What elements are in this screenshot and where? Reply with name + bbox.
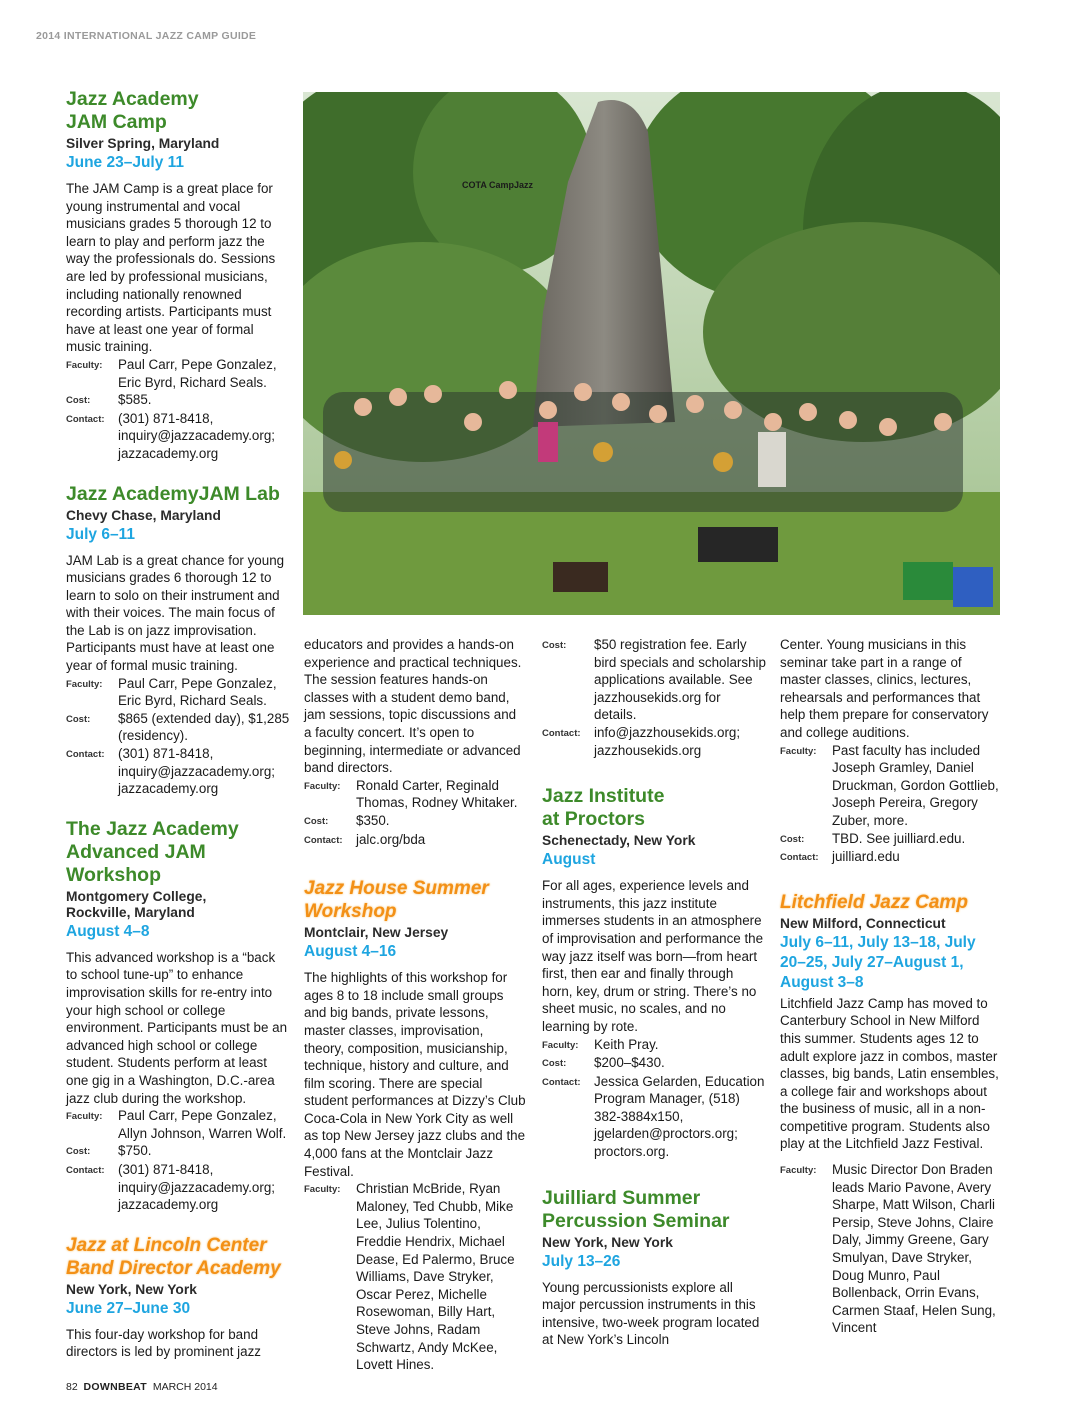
camp-entry: [66, 88, 290, 463]
faculty-value: Ronald Carter, Reginald Thomas, Rodney Whitaker.: [356, 777, 518, 811]
cost-label: Cost:: [66, 1146, 91, 1158]
cost-value: $585.: [118, 392, 152, 408]
contact-label: Contact:: [542, 1076, 581, 1088]
camp-location: Silver Spring, Maryland: [66, 136, 220, 151]
contact-row: [304, 831, 526, 850]
page-footer: [66, 1381, 218, 1393]
contact-value: Jessica Gelarden, Education Program Manager, (518) 382-3884x150, jgelarden@proctors.org; proctors.org.: [594, 1073, 765, 1160]
faculty-row: [66, 1107, 290, 1142]
contact-value: juilliard.edu: [832, 849, 900, 865]
camp-entry: [66, 483, 290, 798]
camp-date: June 23–July 11: [66, 154, 185, 171]
camp-description: Young percussionists explore all major percussion instruments in this intensive, two-week program located at New York’s Lincoln: [542, 1279, 760, 1348]
camp-description: Center. Young musicians in this seminar take part in a range of master classes, clinics, lectures, rehearsals and performances that help them prepare for conservatory and college auditions.: [780, 637, 989, 740]
camp-date: July 6–11: [66, 525, 135, 543]
column-1: [66, 88, 290, 1381]
cost-value: $50 registration fee. Early bird specials and scholarship applications available. See jazzhousekids.org for details.: [594, 637, 766, 723]
photo-credit: COTA CampJazz: [462, 180, 534, 190]
camp-description: The highlights of this workshop for ages 8 to 18 include small groups and big bands, private lessons, master classes, improvisation, theory, composition, musicianship, technique, history and culture, and film scoring. There are special student performances at Dizzy’s Club Coca-Cola in New York City as well as top New Jersey jazz clubs and the 4,000 fans at the Montclair Jazz Festival.: [304, 970, 526, 1179]
camp-title: The Jazz Academy Advanced JAM Workshop: [66, 817, 239, 886]
cost-value: $865 (extended day), $1,285 (residency).: [118, 710, 290, 744]
contact-value: jalc.org/bda: [356, 831, 426, 847]
faculty-row: [66, 675, 290, 710]
cost-label: Cost:: [780, 833, 805, 845]
magazine-name: DOWNBEAT: [83, 1381, 147, 1393]
camp-title: Juilliard Summer Percussion Seminar: [542, 1186, 730, 1232]
camp-location: Schenectady, New York: [542, 833, 696, 849]
cost-label: Cost:: [542, 640, 567, 651]
camp-description: This four-day workshop for band directors is led by prominent jazz: [66, 1326, 261, 1360]
cost-row: [542, 1054, 766, 1073]
camp-description: Litchfield Jazz Camp has moved to Canterbury School in New Milford this summer. Students ages 12 to adult explore jazz in combos, master classes, big bands, Latin ensembles, a college fair and workshops about the business of music, all in a non-competitive program. Students also play at the Litchfield Jazz Festival.: [780, 995, 999, 1152]
faculty-value: Paul Carr, Pepe Gonzalez, Eric Byrd, Richard Seals.: [118, 356, 277, 390]
camp-location: New Milford, Connecticut: [780, 915, 946, 931]
cost-value: $200–$430.: [594, 1055, 665, 1071]
contact-row: [780, 848, 1002, 867]
faculty-value: Keith Pray.: [594, 1036, 659, 1052]
camp-date: June 27–June 30: [66, 1299, 191, 1317]
running-header: 2014 INTERNATIONAL JAZZ CAMP GUIDE: [36, 30, 257, 42]
cost-row: [304, 812, 526, 831]
camp-location: Chevy Chase, Maryland: [66, 507, 221, 523]
faculty-row: [780, 1161, 1002, 1337]
column-2: [304, 636, 526, 1394]
camp-entry: [304, 877, 526, 1374]
group-photo-illustration: [303, 92, 1000, 615]
faculty-row: [304, 1180, 526, 1374]
camp-entry-continued: [780, 636, 1002, 867]
camp-description: This advanced workshop is a “back to school tune-up” to enhance improvisation skills for re-entry into your high school or college environment. Participants must be an advanced high school or college student. Students perform at least one gig in a Washington, D.C.-area jazz club during the workshop.: [66, 949, 288, 1106]
contact-label: Contact:: [780, 852, 819, 864]
camp-location: Montclair, New Jersey: [304, 925, 449, 941]
camp-title: Jazz at Lincoln Center Band Director Academy: [66, 1234, 281, 1279]
cost-row: [66, 391, 290, 410]
cost-value: $750.: [118, 1143, 152, 1159]
camp-entry: [780, 891, 1002, 1337]
cost-label: Cost:: [66, 395, 91, 407]
faculty-row: [542, 1036, 766, 1055]
camp-title: Litchfield Jazz Camp: [780, 891, 968, 913]
contact-row: [66, 1161, 290, 1214]
contact-row: [542, 724, 766, 759]
contact-row: [542, 1073, 766, 1161]
contact-row: [66, 410, 290, 463]
cost-value: TBD. See juilliard.edu.: [832, 830, 966, 846]
contact-label: Contact:: [66, 1164, 105, 1176]
contact-row: [66, 745, 290, 798]
faculty-value: Past faculty has included Joseph Gramley, Daniel Druckman, Gordon Gottlieb, Joseph Pereira, Gregory Zuber, more.: [832, 742, 999, 828]
column-4: [780, 636, 1002, 1357]
faculty-label: Faculty:: [780, 1165, 817, 1177]
faculty-value: Paul Carr, Pepe Gonzalez, Eric Byrd, Richard Seals.: [118, 675, 277, 709]
cost-row: [542, 636, 766, 724]
faculty-value: Paul Carr, Pepe Gonzalez, Allyn Johnson, Warren Wolf.: [118, 1108, 287, 1141]
group-photo: [303, 92, 1000, 615]
camp-description: The JAM Camp is a great place for young instrumental and vocal musicians grades 5 thorough 12 to learn to play and perform jazz the way the professionals do. Sessions are led by professional musicians, including nationally renowned recording artists. Participants must have at least one year of formal music training.: [66, 181, 276, 355]
camp-title: Jazz Academy JAM Camp: [66, 88, 199, 133]
faculty-value: Music Director Don Braden leads Mario Pavone, Avery Sharpe, Matt Wilson, Charli Persip, Steve Johns, Claire Daly, Jimmy Greene, Gary Smulyan, Dave Stryker, Doug Munro, Paul Bollenback, Orrin Evans, Carmen Staaf, Helen Sung, Vincent: [832, 1162, 996, 1336]
faculty-label: Faculty:: [304, 1184, 341, 1196]
column-3: [542, 636, 766, 1369]
camp-entry: [66, 818, 290, 1214]
cost-row: [66, 1142, 290, 1161]
page-number: 82: [66, 1381, 78, 1393]
contact-value: (301) 871-8418, inquiry@jazzacademy.org; jazzacademy.org: [118, 410, 275, 461]
camp-title: Jazz AcademyJAM Lab: [66, 482, 280, 505]
camp-description: educators and provides a hands-on experience and practical techniques. The session features hands-on classes with a student demo band, jam sessions, topic discussions and a faculty concert. It’s open to beginning, intermediate or advanced band directors.: [304, 637, 522, 776]
camp-date: August: [542, 851, 596, 869]
camp-date: July 13–26: [542, 1252, 621, 1270]
faculty-value: Christian McBride, Ryan Maloney, Ted Chubb, Mike Lee, Julius Tolentino, Freddie Hendrix, Michael Dease, Ed Palermo, Bruce Williams, Dave Stryker, Oscar Perez, Michelle Rosewoman, Billy Hart, Steve Johns, Radam Schwartz, Andy McKee, Lovett Hines.: [356, 1181, 515, 1373]
camp-title: Jazz Institute at Proctors: [542, 785, 665, 831]
faculty-label: Faculty:: [542, 1039, 579, 1051]
contact-label: Contact:: [66, 413, 105, 425]
contact-value: (301) 871-8418, inquiry@jazzacademy.org; jazzacademy.org: [118, 746, 275, 797]
camp-entry: [542, 785, 766, 1161]
camp-description: JAM Lab is a great chance for young musicians grades 6 thorough 12 to learn to solo on their instrument and with their voices. The main focus of the Lab is on jazz improvisation. Participants must have at least one year of formal music training.: [66, 552, 285, 674]
issue-date: MARCH 2014: [152, 1381, 218, 1393]
contact-label: Contact:: [542, 727, 581, 739]
camp-description: For all ages, experience levels and instruments, this jazz institute immerses students in an atmosphere of improvisation and performance the way jazz itself was born—from heart first, then ear and finally through horn, key, drum or string. There’s no sheet music, no scales, and no learning by rote.: [542, 878, 764, 1034]
faculty-label: Faculty:: [304, 780, 341, 792]
faculty-label: Faculty:: [66, 678, 103, 690]
faculty-row: [780, 742, 1002, 830]
contact-label: Contact:: [66, 749, 105, 761]
camp-date: August 4–8: [66, 922, 150, 940]
camp-location: Montgomery College, Rockville, Maryland: [66, 888, 207, 920]
camp-location: New York, New York: [66, 1281, 197, 1297]
cost-value: $350.: [356, 812, 390, 828]
faculty-label: Faculty:: [66, 1111, 103, 1123]
cost-row: [66, 710, 290, 745]
camp-entry: [66, 1234, 290, 1361]
camp-entry-continued: [542, 636, 766, 759]
faculty-row: [66, 356, 290, 391]
cost-row: [780, 830, 1002, 849]
camp-title: Jazz House Summer Workshop: [304, 878, 489, 923]
camp-date: August 4–16: [304, 943, 397, 961]
contact-label: Contact:: [304, 834, 343, 846]
cost-label: Cost:: [66, 713, 91, 725]
faculty-label: Faculty:: [66, 359, 103, 371]
cost-label: Cost:: [304, 815, 329, 827]
camp-entry-continued: [304, 636, 526, 849]
faculty-row: [304, 777, 526, 812]
contact-value: info@jazzhousekids.org; jazzhousekids.org: [594, 724, 741, 758]
camp-location: New York, New York: [542, 1234, 673, 1250]
faculty-label: Faculty:: [780, 745, 817, 757]
contact-value: (301) 871-8418, inquiry@jazzacademy.org; jazzacademy.org: [118, 1161, 275, 1213]
camp-entry: [542, 1187, 766, 1349]
cost-label: Cost:: [542, 1058, 567, 1070]
camp-date: July 6–11, July 13–18, July 20–25, July 27–August 1, August 3–8: [780, 933, 976, 991]
